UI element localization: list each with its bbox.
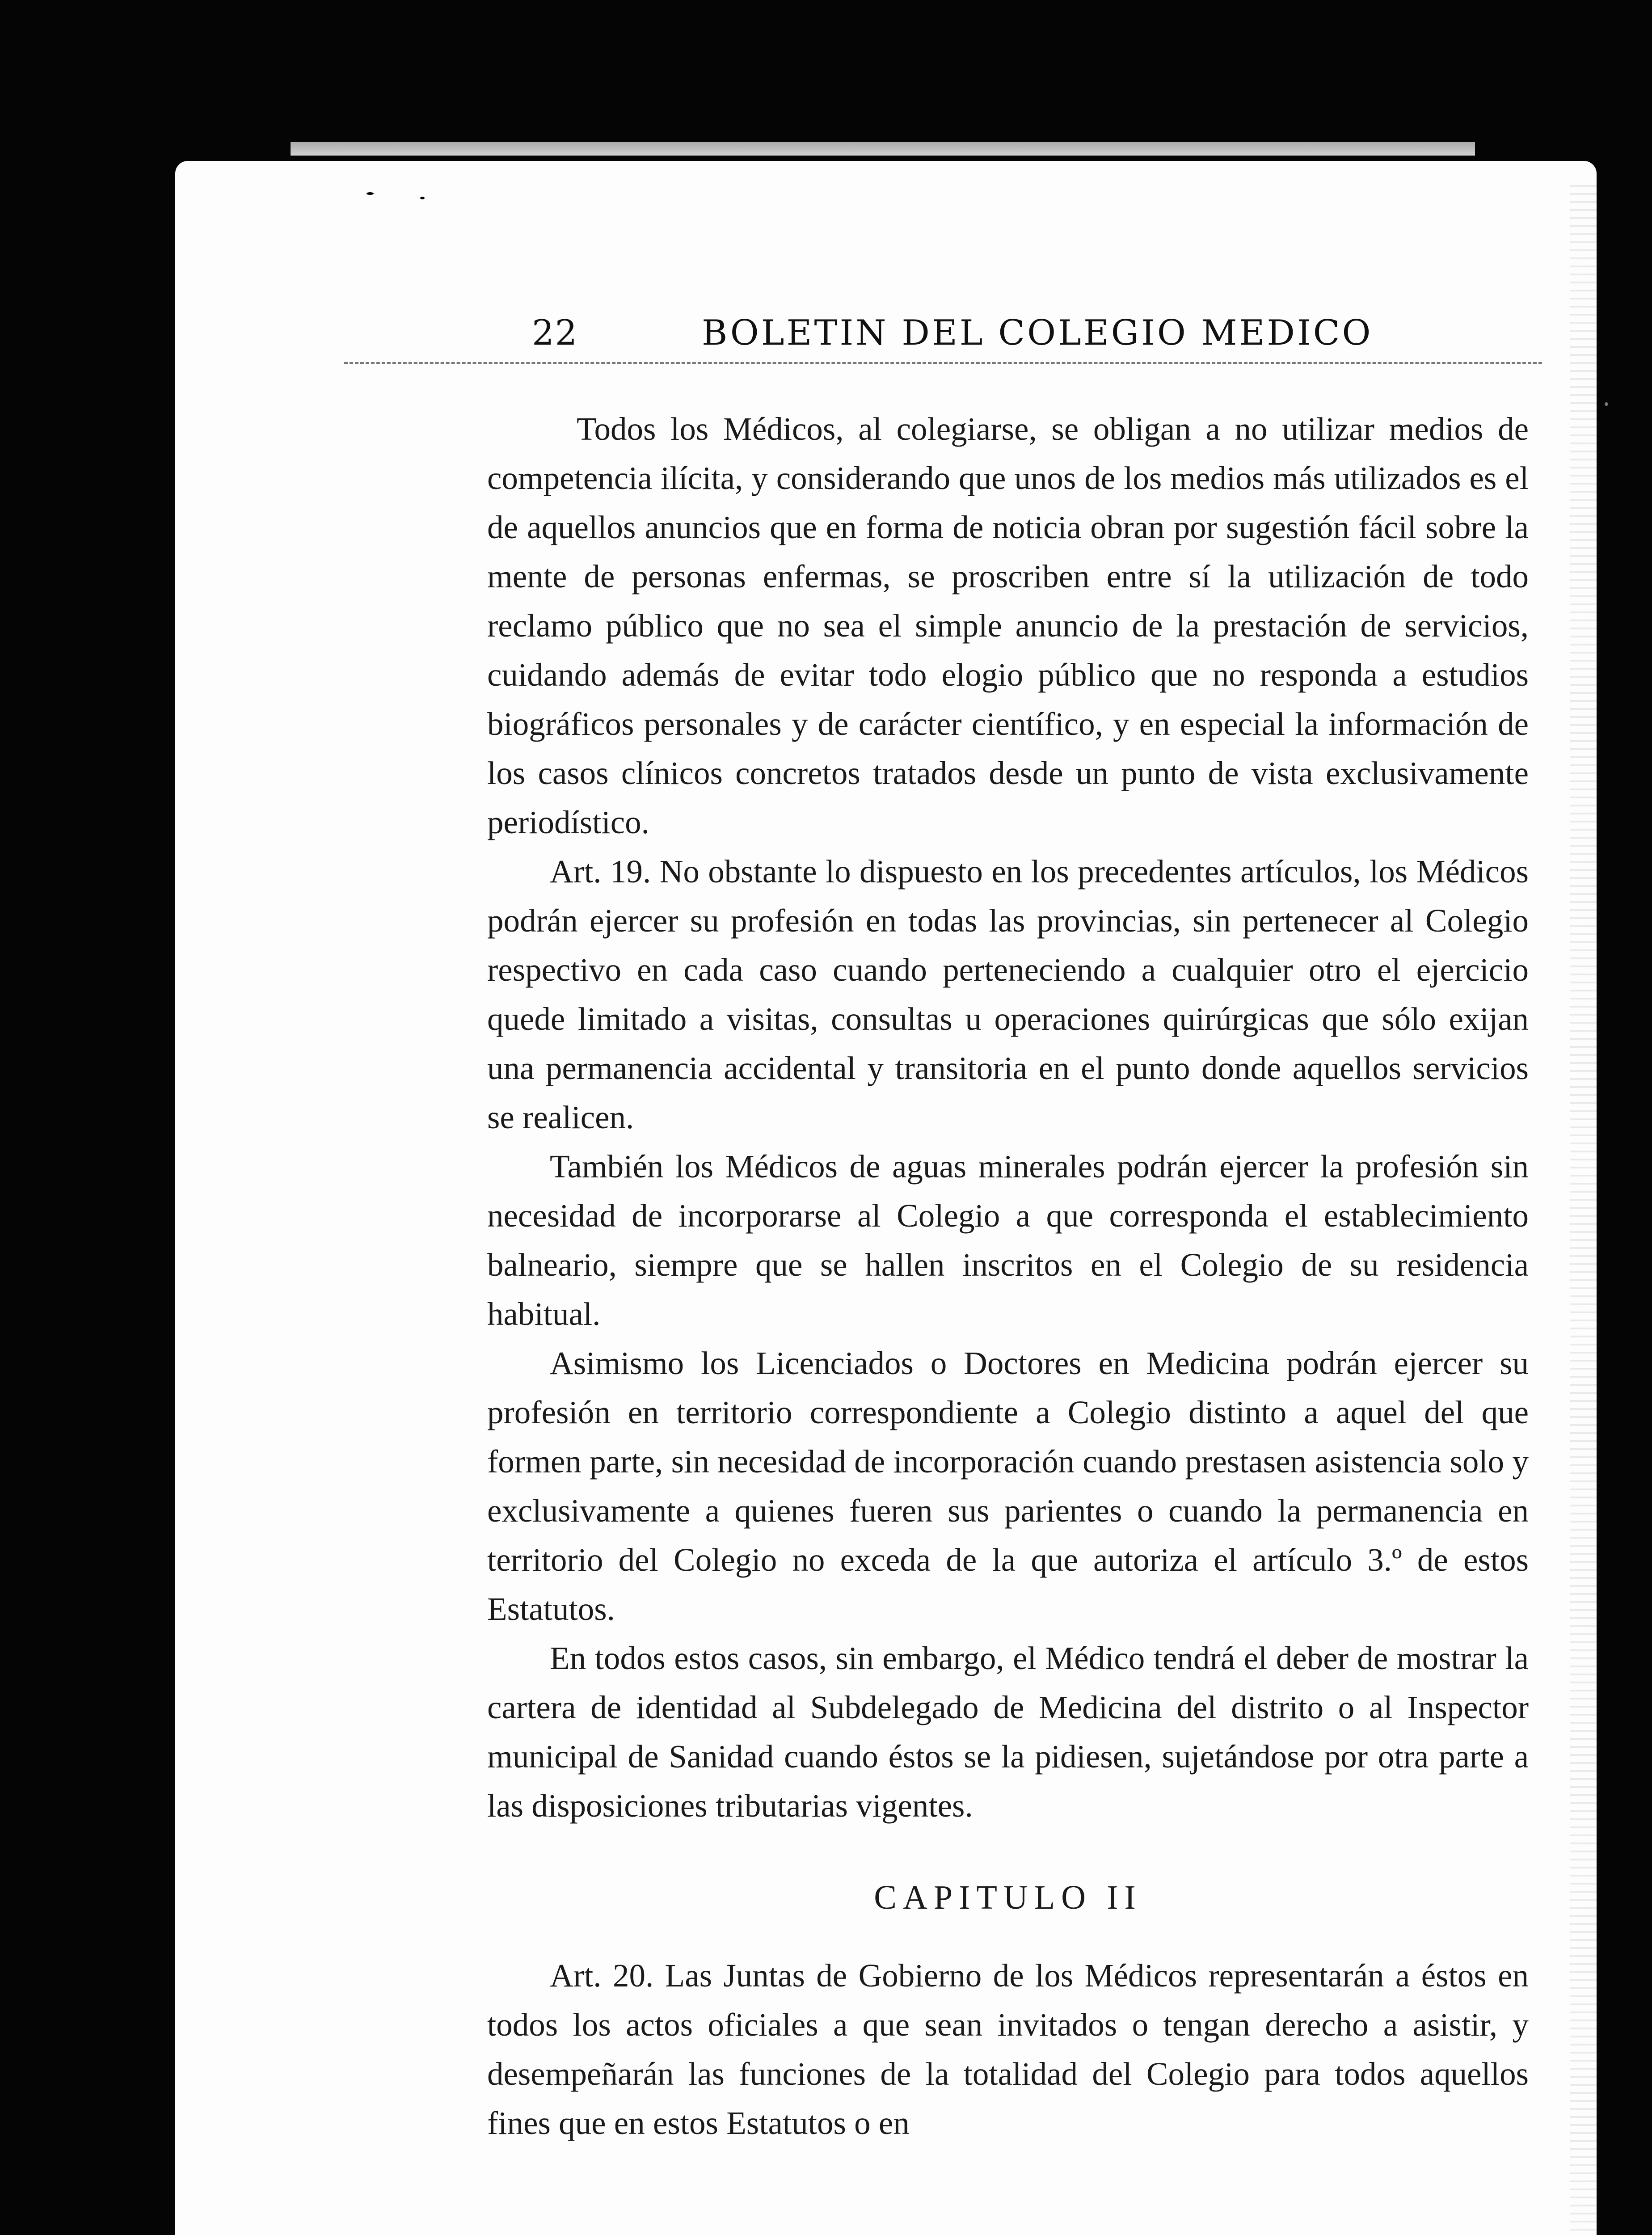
paragraph-art-19: Art. 19. No obstante lo dispuesto en los precedentes artículos, los Médicos podrán ejercer su profesión en todas las provincias, sin pertenecer al Colegio respectivo en cada caso cuando perteneciendo a cualquier otro el ejercicio quede limitado a visitas, consultas u operaciones quirúrgicas que sólo exijan una permanencia accidental y transitoria en el punto donde aquellos servicios se realicen. [487,853,1529,1135]
paragraph-medios-competencia: Todos los Médicos, al colegiarse, se obligan a no utilizar medios de competencia ilícita, y considerando que unos de los medios más utilizados es el de aquellos anuncios que en forma de noticia obran por sugestión fácil sobre la mente de personas enfermas, se proscriben entre sí la utilización de todo reclamo público que no sea el simple anuncio de la prestación de servicios, cuidando además de evitar todo elogio público que no responda a estudios biográficos personales y de carácter científico, y en especial la información de los casos clínicos concretos tratados desde un punto de vista exclusivamente periodístico. [487,411,1529,840]
paragraph-asimismo: Asimismo los Licenciados o Doctores en Medicina podrán ejercer su profesión en territorio correspondiente a Colegio distinto a aquel del que formen parte, sin necesidad de incorporación cuando prestasen asistencia solo y exclusivamente a quienes fueren sus parientes o cuando la permanencia en territorio del Colegio no exceda de la que autoriza el artículo 3.º de estos Estatutos. [487,1345,1529,1627]
scan-speck [1605,402,1608,406]
chapter-heading: CAPITULO II [874,1879,1142,1916]
paragraph-cartera-identidad: En todos estos casos, sin embargo, el Médico tendrá el deber de mostrar la cartera de identidad al Subdelegado de Medicina del distrito o al Inspector municipal de Sanidad cuando éstos se la pidiesen, sujetándose por otra parte a las disposiciones tributarias vigentes. [487,1640,1529,1824]
scan-speck [367,192,374,195]
page-edge-texture [1570,179,1597,2235]
scan-speck [420,197,425,199]
paragraph-art-20: Art. 20. Las Juntas de Gobierno de los Médicos representarán a éstos en todos los actos oficiales a que sean invitados o tengan derecho a asistir, y desempeñarán las funciones de la totalidad del Colegio para todos aquellos fines que en estos Estatutos o en [487,1957,1529,2141]
paragraph-aguas-minerales: También los Médicos de aguas minerales podrán ejercer la profesión sin necesidad de incorporarse al Colegio a que corresponda el establecimiento balneario, siempre que se hallen inscritos en el Colegio de su residencia habitual. [487,1148,1529,1332]
page-number: 22 [532,313,578,353]
header-rule [344,362,1542,364]
page-header [344,313,1542,362]
body-text [487,405,1529,2148]
adjacent-page-strip [291,142,1475,156]
running-title: BOLETIN DEL COLEGIO MEDICO [702,313,1373,353]
